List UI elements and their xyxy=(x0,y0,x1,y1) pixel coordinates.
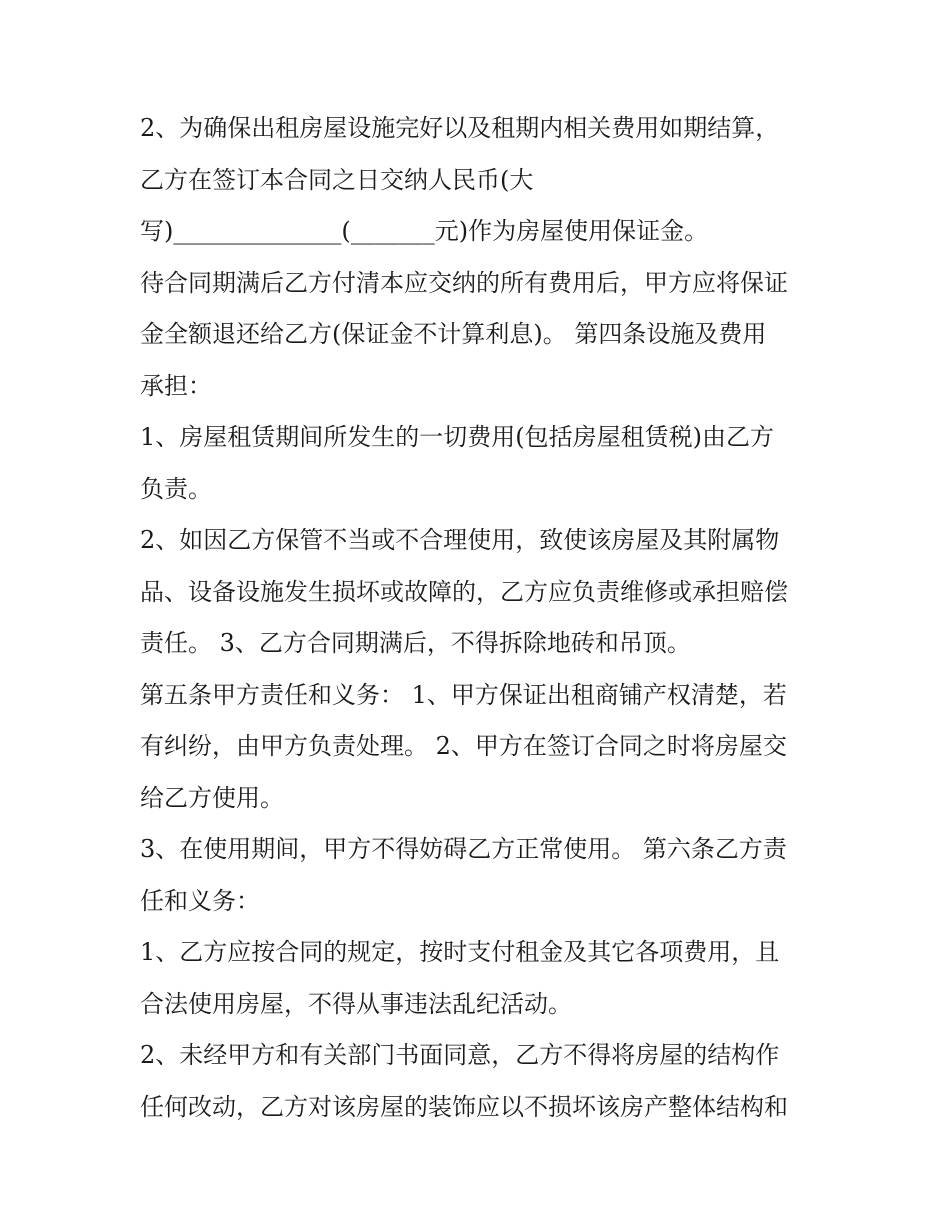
text-line: 任何改动，乙方对该房屋的装饰应以不损坏该房产整体结构和 xyxy=(140,1092,788,1121)
text-line: 1、乙方应按合同的规定，按时支付租金及其它各项费用，且 xyxy=(140,938,780,966)
text-line: 写)______________(_______元)作为房屋使用保证金。 xyxy=(140,217,709,245)
text-line: 品、设备设施发生损坏或故障的，乙方应负责维修或承担赔偿 xyxy=(140,577,788,606)
text-line: 2、如因乙方保管不当或不合理使用，致使该房屋及其附属物 xyxy=(140,526,780,554)
text-line: 任和义务： xyxy=(140,886,260,915)
text-line: 责任。 3、乙方合同期满后，不得拆除地砖和吊顶。 xyxy=(140,629,691,657)
text-line: 金全额退还给乙方(保证金不计算利息)。 第四条设施及费用 xyxy=(140,320,767,348)
text-line: 给乙方使用。 xyxy=(140,783,284,812)
text-line: 合法使用房屋，不得从事违法乱纪活动。 xyxy=(140,989,572,1018)
text-line: 第五条甲方责任和义务： 1、甲方保证出租商铺产权清楚，若 xyxy=(140,680,787,709)
text-line: 负责。 xyxy=(140,474,212,503)
text-line: 承担： xyxy=(140,371,212,400)
text-line: 2、未经甲方和有关部门书面同意，乙方不得将房屋的结构作 xyxy=(140,1041,780,1069)
text-line: 乙方在签订本合同之日交纳人民币(大 xyxy=(140,165,534,194)
text-line: 待合同期满后乙方付清本应交纳的所有费用后，甲方应将保证 xyxy=(140,268,788,297)
text-line: 有纠纷，由甲方负责处理。 2、甲方在签订合同之时将房屋交 xyxy=(140,732,787,760)
document-body xyxy=(140,103,820,1133)
text-line: 3、在使用期间，甲方不得妨碍乙方正常使用。 第六条乙方责 xyxy=(140,835,787,863)
text-line: 2、为确保出租房屋设施完好以及租期内相关费用如期结算， xyxy=(140,114,780,142)
text-line: 1、房屋租赁期间所发生的一切费用(包括房屋租赁税)由乙方 xyxy=(140,423,774,451)
